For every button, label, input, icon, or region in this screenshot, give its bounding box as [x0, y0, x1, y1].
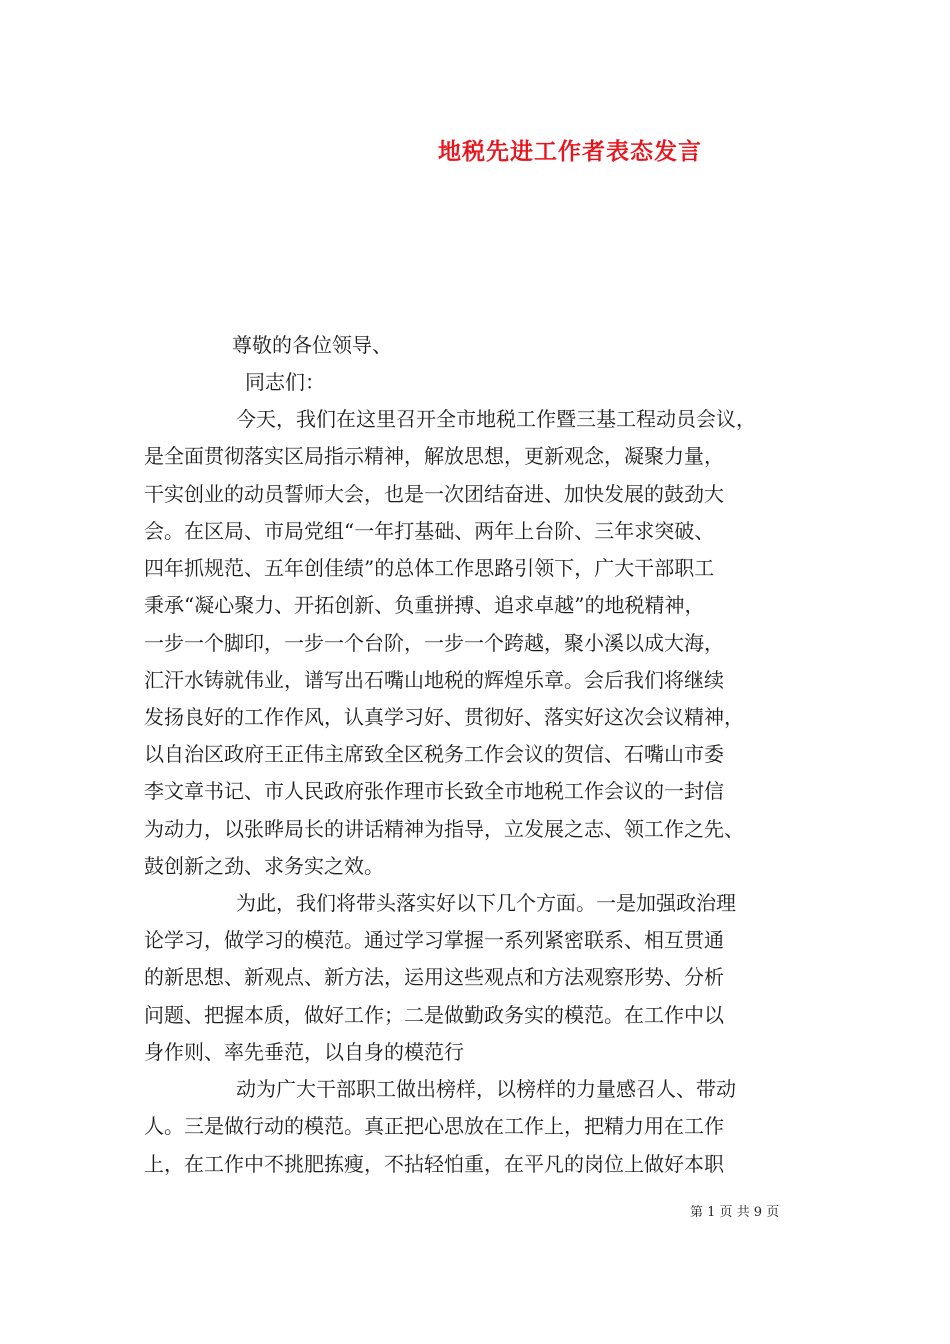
- page-title: 地税先进工作者表态发言: [438, 138, 702, 165]
- text-line: 动为广大干部职工做出榜样，以榜样的力量感召人、带动: [236, 1077, 736, 1101]
- text-line: 发扬良好的工作作风，认真学习好、贯彻好、落实好这次会议精神，: [144, 705, 744, 729]
- text-line: 为此，我们将带头落实好以下几个方面。一是加强政治理: [236, 891, 736, 915]
- text-line: 鼓创新之劲、求务实之效。: [144, 854, 384, 878]
- text-line: 是全面贯彻落实区局指示精神，解放思想，更新观念，凝聚力量，: [144, 444, 724, 468]
- text-line: 李文章书记、市人民政府张作理市长致全市地税工作会议的一封信: [144, 779, 724, 803]
- text-line: 身作则、率先垂范，以自身的模范行: [144, 1040, 464, 1064]
- page-number: 第 1 页 共 9 页: [690, 1205, 780, 1220]
- text-line: 今天，我们在这里召开全市地税工作暨三基工程动员会议，: [236, 407, 756, 431]
- text-line: 问题、把握本质，做好工作；二是做勤政务实的模范。在工作中以: [144, 1003, 724, 1027]
- text-line: 会。在区局、市局党组“一年打基础、两年上台阶、三年求突破、: [144, 519, 715, 543]
- text-line: 一步一个脚印，一步一个台阶，一步一个跨越，聚小溪以成大海，: [144, 631, 724, 655]
- text-line: 以自治区政府王正伟主席致全区税务工作会议的贺信、石嘴山市委: [144, 742, 724, 766]
- text-line: 干实创业的动员誓师大会，也是一次团结奋进、加快发展的鼓劲大: [144, 482, 724, 506]
- text-line: 的新思想、新观点、新方法，运用这些观点和方法观察形势、分析: [144, 965, 724, 989]
- text-line: 论学习，做学习的模范。通过学习掌握一系列紧密联系、相互贯通: [144, 928, 724, 952]
- text-line: 人。三是做行动的模范。真正把心思放在工作上，把精力用在工作: [144, 1114, 724, 1138]
- text-line: 秉承“凝心聚力、开拓创新、负重拼搏、追求卓越”的地税精神，: [144, 593, 705, 617]
- text-line: 为动力，以张晔局长的讲话精神为指导，立发展之志、领工作之先、: [144, 817, 744, 841]
- text-line: 尊敬的各位领导、: [232, 333, 392, 357]
- text-line: 汇汗水铸就伟业，谱写出石嘴山地税的辉煌乐章。会后我们将继续: [144, 668, 724, 692]
- text-line: 同志们：: [245, 370, 325, 394]
- text-line: 四年抓规范、五年创佳绩”的总体工作思路引领下，广大干部职工: [144, 556, 715, 580]
- text-line: 上，在工作中不挑肥拣瘦，不拈轻怕重，在平凡的岗位上做好本职: [144, 1152, 724, 1176]
